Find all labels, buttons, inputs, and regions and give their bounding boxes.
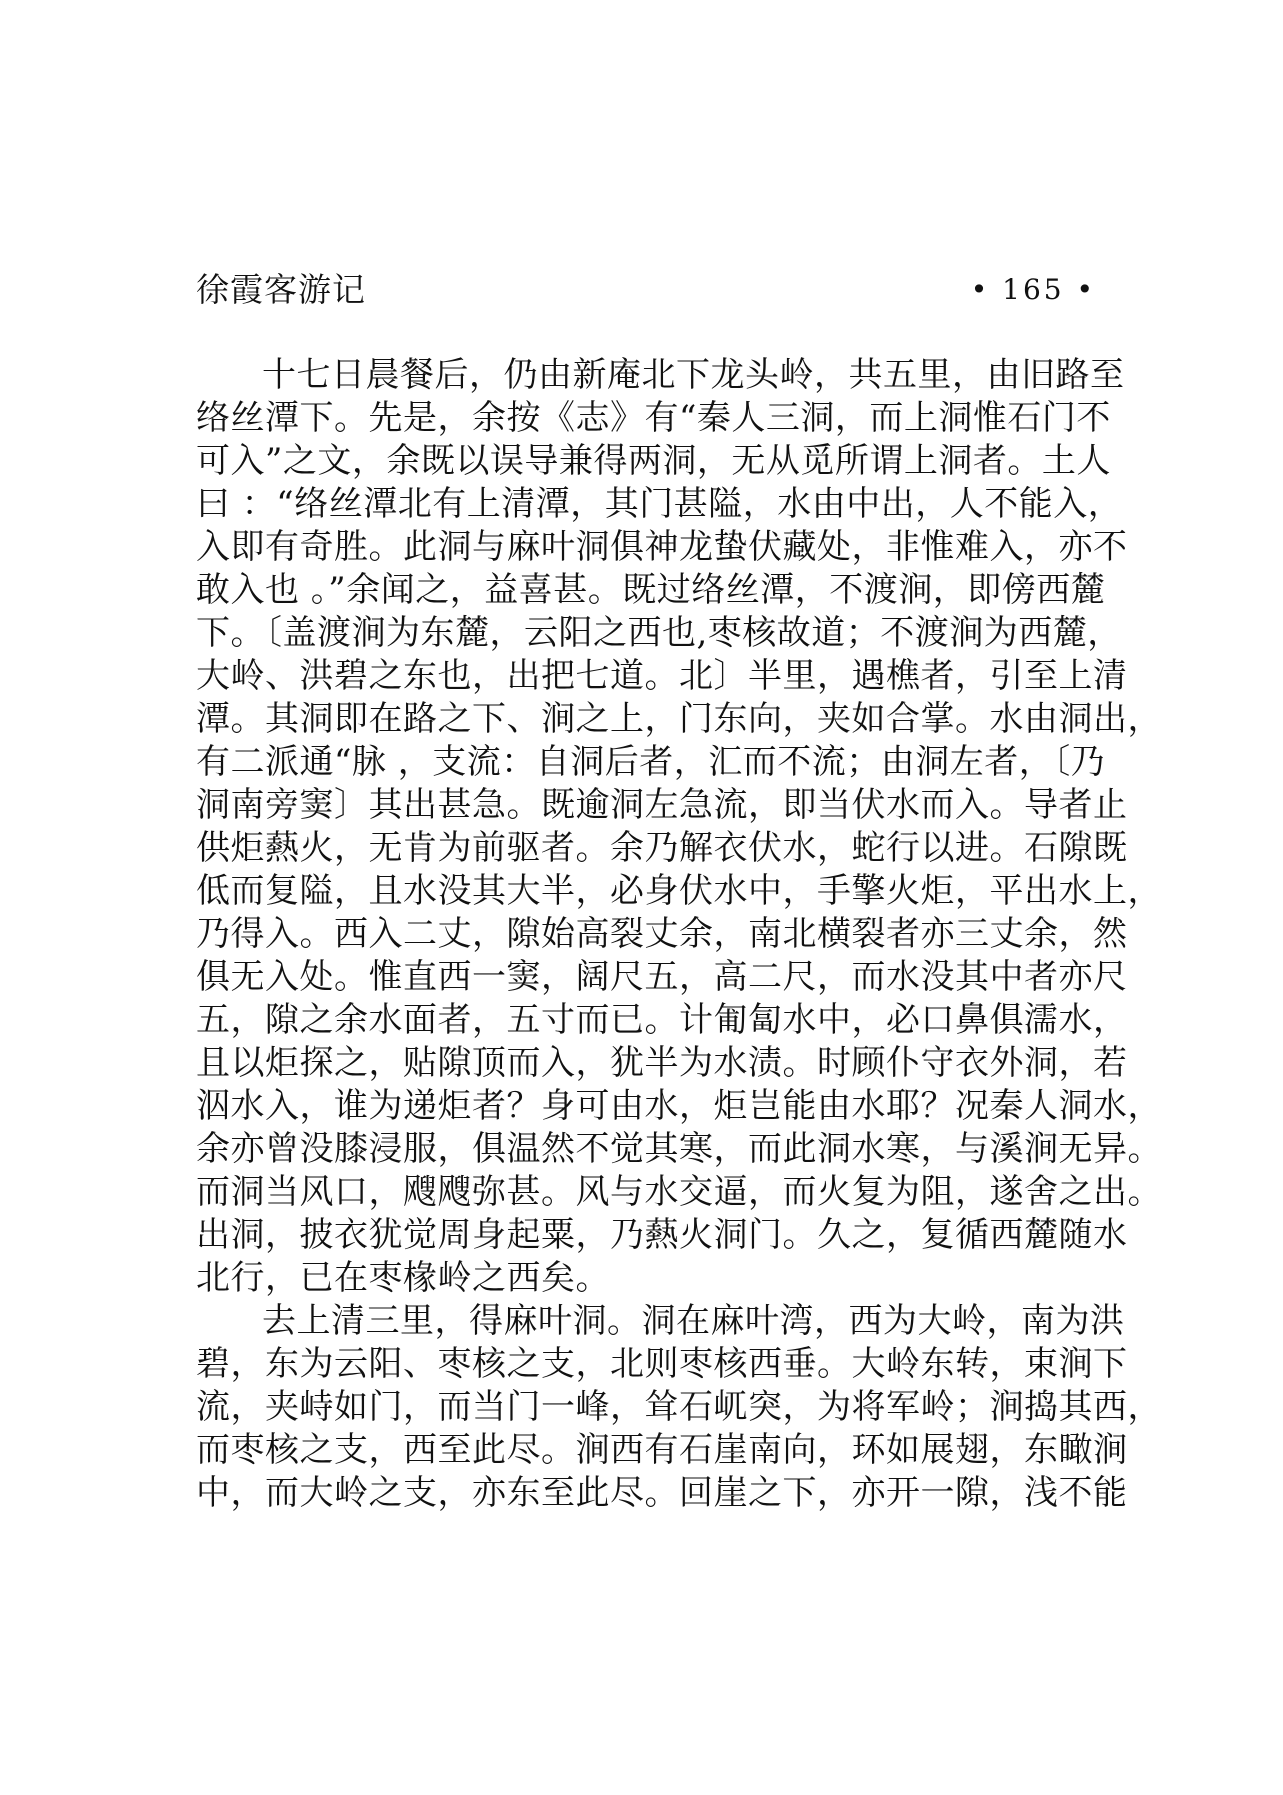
- text-line: 潭。其洞即在路之下、涧之上，门东向，夹如合掌。水由洞出，: [196, 699, 1162, 739]
- text-line: 有二派通“脉 ，支流：自洞后者，汇而不流；由洞左者，〔乃: [196, 742, 1106, 782]
- text-line: 去上清三里，得麻叶洞。洞在麻叶湾，西为大岭，南为洪: [262, 1301, 1125, 1341]
- text-line: 供炬爇火，无肯为前驱者。余乃解衣伏水，蛇行以进。石隙既: [196, 828, 1128, 868]
- body-text: [196, 354, 1162, 1515]
- text-line: 敢入也 。”余闻之，益喜甚。既过络丝潭，不渡涧，即傍西麓: [196, 570, 1106, 610]
- text-line: 中，而大岭之支，亦东至此尽。回崖之下，亦开一隙，浅不能: [196, 1473, 1128, 1513]
- text-line: 入即有奇胜。此洞与麻叶洞俱神龙蛰伏藏处，非惟难入，亦不: [196, 527, 1128, 567]
- text-line: 大岭、洪碧之东也，出把七道。北〕半里，遇樵者，引至上清: [196, 656, 1128, 696]
- text-line: 且以炬探之，贴隙顶而入，犹半为水渍。时顾仆守衣外洞，若: [196, 1043, 1128, 1083]
- text-line: 乃得入。西入二丈，隙始高裂丈余，南北横裂者亦三丈余，然: [196, 914, 1128, 954]
- text-line: 而枣核之支，西至此尽。涧西有石崖南向，环如展翅，东瞰涧: [196, 1430, 1128, 1470]
- text-line: 而洞当风口，飕飕弥甚。风与水交逼，而火复为阻，遂舍之出。: [196, 1172, 1162, 1212]
- text-line: 络丝潭下。先是，余按《志》有“秦人三洞，而上洞惟石门不: [196, 398, 1111, 438]
- text-line: 俱无入处。惟直西一窦，阔尺五，高二尺，而水没其中者亦尺: [196, 957, 1128, 997]
- paragraph-1: [196, 354, 1162, 1300]
- text-line: 碧，东为云阳、枣核之支，北则枣核西垂。大岭东转，束涧下: [196, 1344, 1128, 1384]
- book-title: 徐霞客游记: [196, 270, 366, 309]
- text-line: 低而复隘，且水没其大半，必身伏水中，手擎火炬，平出水上，: [196, 871, 1162, 911]
- text-line: 五，隙之余水面者，五寸而已。计匍匐水中，必口鼻俱濡水，: [196, 1000, 1128, 1040]
- text-line: 十七日晨餐后，仍由新庵北下龙头岭，共五里，由旧路至: [262, 355, 1125, 395]
- text-line: 下。〔盖渡涧为东麓，云阳之西也,枣核故道；不渡涧为西麓，: [196, 613, 1122, 653]
- running-header: [196, 268, 1096, 312]
- page-number: • 165 •: [970, 273, 1096, 306]
- text-line: 流，夹峙如门，而当门一峰，耸石屼突，为将军岭；涧捣其西，: [196, 1387, 1162, 1427]
- paragraph-2: [196, 1300, 1162, 1515]
- text-line: 洞南旁窦〕其出甚急。既逾洞左急流，即当伏水而入。导者止: [196, 785, 1128, 825]
- text-line: 曰 ：“络丝潭北有上清潭，其门甚隘，水由中出，人不能入，: [196, 484, 1123, 524]
- text-line: 出洞，披衣犹觉周身起粟，乃爇火洞门。久之，复循西麓随水: [196, 1215, 1128, 1255]
- text-line: 泅水入，谁为递炬者？身可由水，炬岂能由水耶？况秦人洞水，: [196, 1086, 1162, 1126]
- text-line: 可入”之文，余既以误导兼得两洞，无从觅所谓上洞者。土人: [196, 441, 1111, 481]
- text-line: 北行，已在枣椽岭之西矣。: [196, 1258, 610, 1298]
- text-line: 余亦曾没膝浸服，俱温然不觉其寒，而此洞水寒，与溪涧无异。: [196, 1129, 1162, 1169]
